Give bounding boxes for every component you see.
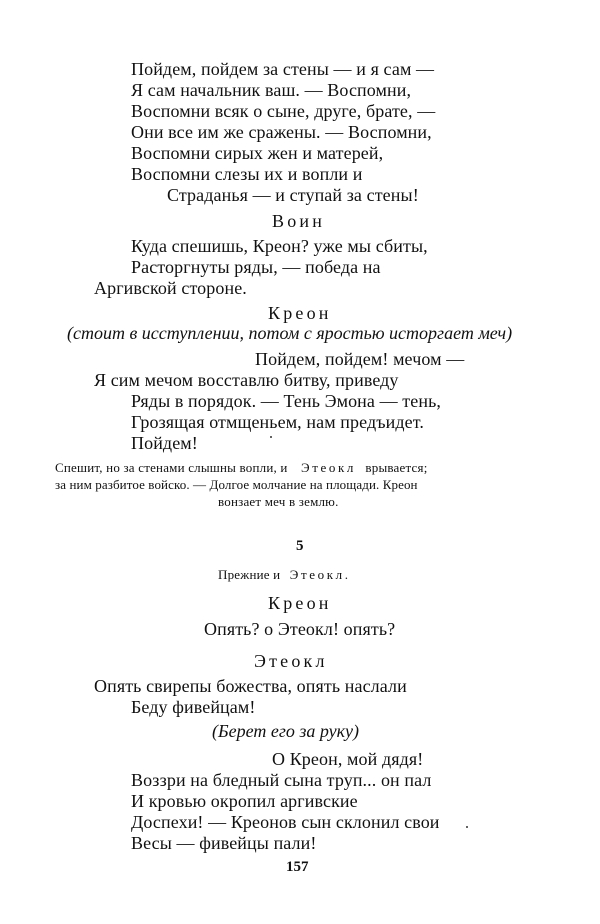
section-number: 5 xyxy=(296,538,304,554)
verse-line: Расторгнуты ряды, — победа на xyxy=(131,257,381,277)
verse-line: Опять свирепы божества, опять наслали xyxy=(94,676,407,696)
verse-line: И кровью окропил аргивские xyxy=(131,791,358,811)
stage-direction-small: за ним разбитое войско. — Долгое молчание на площади. Креон xyxy=(55,477,418,492)
verse-line: Воспомни слезы их и вопли и xyxy=(131,164,363,184)
verse-line: Пойдем, пойдем за стены — и я сам — xyxy=(131,59,435,79)
print-speck xyxy=(466,826,468,828)
stage-text: врывается; xyxy=(365,460,428,475)
print-speck xyxy=(270,436,272,438)
verse-line: Воспомни сирых жен и матерей, xyxy=(131,143,384,163)
stage-direction-small xyxy=(55,459,428,476)
verse-line: Ряды в порядок. — Тень Эмона — тень, xyxy=(131,391,442,411)
stage-direction: (Берет его за руку) xyxy=(212,721,360,741)
verse-line: Куда спешишь, Креон? уже мы сбиты, xyxy=(131,236,428,256)
verse-line: Воспомни всяк о сыне, друге, брате, — xyxy=(131,101,436,121)
verse-line: О Креон, мой дядя! xyxy=(272,749,424,769)
verse-line: Беду фивейцам! xyxy=(131,697,256,717)
stage-direction: (стоит в исступлении, потом с яростью исторгает меч) xyxy=(67,323,513,343)
verse-line: Страданья — и ступай за стены! xyxy=(167,185,419,205)
stage-text: Спешит, но за стенами слышны вопли, и xyxy=(55,460,288,475)
verse-line: Они все им же сражены. — Воспомни, xyxy=(131,122,432,142)
stage-direction-small: вонзает меч в землю. xyxy=(218,494,339,509)
verse-line: Пойдем! xyxy=(131,433,198,453)
verse-line: Доспехи! — Креонов сын склонил свои xyxy=(131,812,440,832)
speaker-name: Этеокл xyxy=(254,651,328,671)
speaker-name: Креон xyxy=(268,303,332,323)
verse-line: Аргивской стороне. xyxy=(94,278,247,298)
verse-line: Я сим мечом восставлю битву, приведу xyxy=(94,370,399,390)
speaker-name: Воин xyxy=(272,211,326,231)
verse-line: Я сам начальник ваш. — Воспомни, xyxy=(131,80,412,100)
verse-line: Пойдем, пойдем! мечом — xyxy=(255,349,465,369)
verse-line: Воззри на бледный сына труп... он пал xyxy=(131,770,432,790)
verse-line: Опять? о Этеокл! опять? xyxy=(204,619,396,639)
character-name: Этеокл. xyxy=(289,567,351,582)
speaker-name: Креон xyxy=(268,593,332,613)
scene-text: Прежние и xyxy=(218,567,281,582)
verse-line: Весы — фивейцы пали! xyxy=(131,833,317,853)
verse-line: Грозящая отмщеньем, нам предъидет. xyxy=(131,412,424,432)
page-number: 157 xyxy=(286,859,309,875)
scene-heading xyxy=(218,566,351,583)
character-name: Этеокл xyxy=(301,460,356,475)
